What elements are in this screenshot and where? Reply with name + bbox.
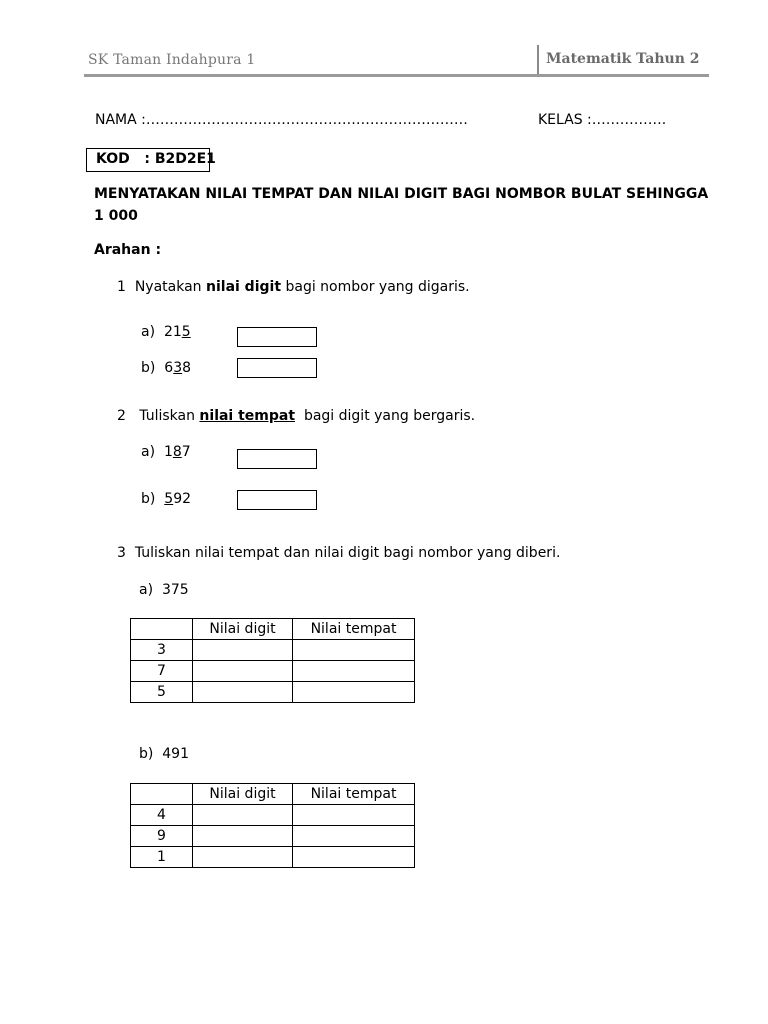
table-header-cell: Nilai tempat — [293, 784, 415, 805]
table-row-digit: 7 — [131, 661, 193, 682]
q2-item-a-label: a) — [141, 444, 156, 460]
q3-table-a — [130, 618, 415, 703]
table-header-cell — [131, 784, 193, 805]
q1-item-a-label: a) — [141, 324, 156, 340]
question-2-number: 2 — [117, 408, 126, 424]
q1-item-b-label: b) — [141, 360, 156, 376]
name-field[interactable]: NAMA :…………………………………………………………… — [95, 112, 468, 128]
table-header-cell: Nilai digit — [193, 784, 293, 805]
question-1-pre: Nyatakan — [134, 279, 202, 295]
q1-item-b-pre: 6 — [164, 360, 174, 376]
table-row — [131, 805, 415, 826]
q2-item-b-underlined-digit: 5 — [164, 491, 174, 507]
table-row — [131, 682, 415, 703]
question-2-bold: nilai tempat — [199, 408, 296, 424]
table-header-cell — [131, 619, 193, 640]
class-field[interactable]: KELAS :……………. — [538, 112, 667, 128]
q1-item-a-pre: 21 — [163, 324, 182, 340]
answer-cell[interactable] — [293, 661, 415, 682]
question-1-number: 1 — [117, 279, 126, 295]
q1-item-a — [141, 324, 191, 340]
q2-item-b-label: b) — [141, 491, 156, 507]
table-header-cell: Nilai digit — [193, 619, 293, 640]
header-school: SK Taman Indahpura 1 — [88, 52, 256, 68]
question-1 — [117, 279, 470, 295]
table-row — [131, 826, 415, 847]
header-subject: Matematik Tahun 2 — [546, 51, 700, 67]
q3-part-b-label: b) — [139, 746, 154, 762]
table-row-digit: 9 — [131, 826, 193, 847]
table-header-row — [131, 784, 415, 805]
q3-part-b — [139, 746, 189, 762]
table-row-digit: 4 — [131, 805, 193, 826]
q1-item-b-underlined-digit: 3 — [173, 360, 183, 376]
q2-answer-box-a[interactable] — [237, 449, 317, 469]
table-row-digit: 1 — [131, 847, 193, 868]
q3-table-b — [130, 783, 415, 868]
table-row — [131, 661, 415, 682]
answer-cell[interactable] — [193, 661, 293, 682]
question-1-bold: nilai digit — [206, 279, 282, 295]
table-row-digit: 3 — [131, 640, 193, 661]
answer-cell[interactable] — [293, 805, 415, 826]
answer-cell[interactable] — [193, 847, 293, 868]
table-header-row — [131, 619, 415, 640]
q3-part-b-number: 491 — [162, 746, 189, 762]
table-row — [131, 847, 415, 868]
q1-answer-box-b[interactable] — [237, 358, 317, 378]
question-3 — [117, 545, 560, 561]
q2-item-b-post: 92 — [173, 491, 192, 507]
q1-item-a-underlined-digit: 5 — [181, 324, 191, 340]
q2-answer-box-b[interactable] — [237, 490, 317, 510]
table-header-cell: Nilai tempat — [293, 619, 415, 640]
worksheet-title-line-2: 1 000 — [94, 208, 138, 224]
answer-cell[interactable] — [293, 826, 415, 847]
answer-cell[interactable] — [193, 682, 293, 703]
q2-item-a-pre: 1 — [163, 444, 173, 460]
q1-answer-box-a[interactable] — [237, 327, 317, 347]
answer-cell[interactable] — [293, 682, 415, 703]
question-1-post: bagi nombor yang digaris. — [285, 279, 470, 295]
answer-cell[interactable] — [293, 847, 415, 868]
question-3-number: 3 — [117, 545, 126, 561]
header-rule — [84, 74, 709, 77]
q2-item-a — [141, 444, 191, 460]
q1-item-b-post: 8 — [182, 360, 192, 376]
kod-label: KOD : B2D2E1 — [96, 151, 216, 167]
q2-item-a-underlined-digit: 8 — [172, 444, 182, 460]
q3-part-a-label: a) — [139, 582, 154, 598]
answer-cell[interactable] — [293, 640, 415, 661]
q3-part-a-number: 375 — [161, 582, 189, 598]
answer-cell[interactable] — [193, 805, 293, 826]
table-row-digit: 5 — [131, 682, 193, 703]
question-3-text: Tuliskan nilai tempat dan nilai digit bagi nombor yang diberi. — [134, 545, 561, 561]
instructions-heading: Arahan : — [94, 242, 162, 258]
header-divider-vertical — [537, 45, 539, 76]
worksheet-title-line-1: MENYATAKAN NILAI TEMPAT DAN NILAI DIGIT BAGI NOMBOR BULAT SEHINGGA — [94, 186, 709, 202]
question-2 — [117, 408, 475, 424]
answer-cell[interactable] — [193, 640, 293, 661]
q3-part-a — [139, 582, 189, 598]
q1-item-b — [141, 360, 191, 376]
question-2-post: bagi digit yang bergaris. — [303, 408, 476, 424]
q2-item-a-post: 7 — [181, 444, 191, 460]
question-2-pre: Tuliskan — [139, 408, 195, 424]
q2-item-b — [141, 491, 191, 507]
answer-cell[interactable] — [193, 826, 293, 847]
table-row — [131, 640, 415, 661]
